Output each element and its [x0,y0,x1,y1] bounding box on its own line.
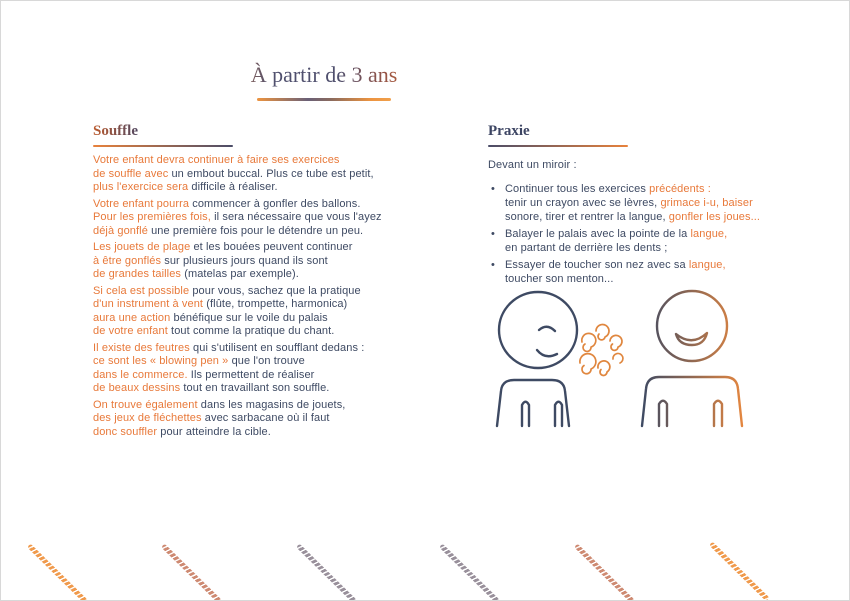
paragraph [93,342,423,396]
text-navy: sur plusieurs jours quand ils sont [164,254,328,267]
bullet-dot-icon: • [491,228,495,240]
text-line [93,225,423,239]
text-line [505,196,788,210]
text-orange: Pour les premières fois, [93,211,215,223]
text-navy: Balayer le palais avec la pointe de la [505,228,691,240]
text-orange: Votre enfant pourra [93,197,193,210]
text-navy: toucher son menton... [505,273,614,285]
text-navy: Continuer tous les exercices [505,183,650,195]
text-line [505,227,788,241]
text-line [505,241,788,255]
text-navy: sonore, tirer et rentrer la langue, [505,211,669,223]
text-orange: On trouve également [93,398,201,411]
text-line [93,399,423,413]
diagonal-rope-decoration [161,544,221,601]
text-navy: Ils permettent de réaliser [190,368,315,381]
diagonal-rope-decoration [27,544,87,601]
bullet-item [488,182,788,224]
text-line [93,312,423,326]
text-line [93,255,423,269]
text-line [93,198,423,212]
bullet-item [488,227,788,255]
text-orange: donc souffler [93,425,161,438]
children-illustration [479,279,791,439]
text-line [93,382,423,396]
text-orange: Si cela est possible [93,284,193,297]
text-orange: à être gonflés [93,254,165,267]
text-line [93,369,423,383]
text-navy: que l'on trouve [231,355,305,367]
text-navy: tenir un crayon avec se lèvres, [505,197,661,209]
text-orange: plus l'exercice sera [93,181,192,193]
text-orange: langue, [690,228,728,240]
text-line [93,426,423,440]
text-orange: déjà gonflé [93,224,152,237]
text-orange: langue, [688,259,726,271]
text-navy: Essayer de toucher son nez avec sa [505,259,689,271]
text-navy: (matelas par exemple). [184,268,299,280]
breath-swirl-icon [580,325,623,376]
text-navy: pour vous, sachez que la pratique [192,284,361,297]
text-navy: (flûte, trompette, harmonica) [206,298,348,310]
section-souffle [93,123,423,442]
souffle-underline [93,145,233,147]
text-orange: de votre enfant [93,325,172,337]
page-title: À partir de 3 ans [179,61,469,89]
paragraph [93,285,423,339]
diagonal-rope-decoration [709,542,769,601]
text-line [93,355,423,369]
text-navy: dans les magasins de jouets, [200,398,346,411]
text-orange: de grandes tailles [93,268,185,280]
souffle-body [93,154,423,439]
praxie-heading: Praxie [488,123,530,139]
text-navy: une première fois pour le détendre un peu. [151,224,364,237]
text-line [93,285,423,299]
text-orange: dans le commerce. [93,368,191,381]
text-navy: qui s'utilisent en soufflant dedans : [193,341,365,354]
paragraph [93,154,423,195]
text-orange: d'un instrument à vent [93,298,207,310]
text-line [93,268,423,282]
text-line [93,298,423,312]
diagonal-rope-decoration [574,544,634,601]
text-navy: commencer à gonfler des ballons. [192,197,361,210]
text-orange: des jeux de fléchettes [93,412,205,424]
text-navy: il sera nécessaire que vous l'ayez [214,211,382,223]
text-orange: Il existe des feutres [93,341,194,354]
praxie-underline [488,145,628,147]
text-line [93,181,423,195]
text-orange: grimace i-u, baiser [660,197,753,209]
text-line [93,154,423,168]
text-orange: Votre enfant devra continuer à faire ses exercices [93,154,340,166]
bullet-text [505,182,788,224]
bullet-dot-icon: • [491,259,495,271]
paragraph [93,399,423,440]
text-navy: tout comme la pratique du chant. [171,325,335,337]
text-line [505,210,788,224]
text-line [93,342,423,356]
text-line [93,241,423,255]
bullet-list [488,182,788,286]
diagonal-rope-decoration [439,544,499,601]
text-orange: précédents : [649,183,711,195]
text-line [93,168,423,182]
text-navy: bénéfique sur le voile du palais [173,311,328,324]
text-orange: Les jouets de plage [93,241,194,253]
mirror-intro: Devant un miroir : [488,159,577,171]
text-navy: tout en travaillant son souffle. [183,382,330,394]
text-orange: gonfler les joues... [668,211,761,223]
souffle-heading [93,123,423,140]
text-orange: de souffle avec [93,167,172,180]
souffle-heading-text: Souffle [93,123,138,139]
text-navy: avec sarbacane où il faut [204,412,330,424]
child-blowing-figure [497,292,577,426]
paragraph [93,241,423,282]
title-underline [257,98,391,101]
text-line [505,182,788,196]
text-navy: et les bouées peuvent continuer [193,241,353,253]
text-orange: aura une action [93,311,174,324]
text-line [93,412,423,426]
text-navy: en partant de derrière les dents ; [505,242,668,254]
bullet-dot-icon: • [491,183,495,195]
text-orange: ce sont les « blowing pen » [93,355,232,367]
text-navy: pour atteindre la cible. [160,425,271,438]
bullet-text [505,227,788,255]
text-navy: un embout buccal. Plus ce tube est petit, [171,167,374,180]
text-line [505,258,788,272]
paragraph [93,198,423,239]
text-line [93,211,423,225]
child-smiling-figure [642,291,742,426]
text-line [93,325,423,339]
diagonal-rope-decoration [296,544,356,601]
text-navy: difficile à réaliser. [191,181,278,193]
text-orange: de beaux dessins [93,382,184,394]
section-praxie [488,123,788,289]
